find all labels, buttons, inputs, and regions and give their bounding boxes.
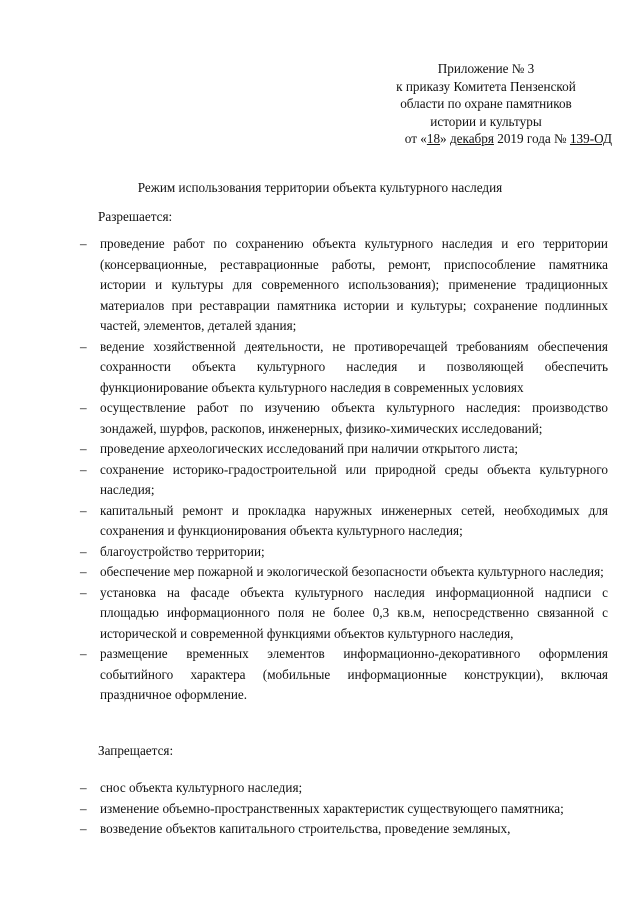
appendix-history-line: истории и культуры <box>430 113 542 129</box>
dash-bullet: – <box>80 584 87 600</box>
appendix-number: Приложение № 3 <box>437 61 535 76</box>
allowed-heading: Разрешается: <box>98 209 173 224</box>
list-item-text: проведение работ по сохранению объекта культурного наследия и его территории (консервационные, реставрационные работы, ремонт, приспособление памятника истории и культуры для современного использования); применение традиционных материалов при реставрации памятника истории и культуры; сохранение подлинных частей, элементов, деталей здания; <box>100 236 608 333</box>
dash-bullet: – <box>80 502 87 518</box>
forbidden-heading: Запрещается: <box>98 743 174 758</box>
list-item-text: установка на фасаде объекта культурного наследия информационной надписи с площадью информационного поля не более 0,3 кв.м, непосредственно связанной с исторической и современной функциями объектов культурного наследия, <box>100 584 608 641</box>
dash-bullet: – <box>80 461 87 477</box>
appendix-committee-line: области по охране памятников <box>400 96 572 111</box>
dash-bullet: – <box>80 400 87 415</box>
list-item <box>0 562 640 583</box>
list-item-text: ведение хозяйственной деятельности, не противоречащей требованиям обеспечения сохранности объекта культурного наследия и позволяющей обеспечить функционирование объекта культурного наследия в современных условиях <box>100 338 608 395</box>
list-item-text: возведение объектов капитального строительства, проведение земляных, <box>100 821 511 836</box>
date-month: декабря <box>449 131 494 146</box>
list-item-text: осуществление работ по изучению объекта культурного наследия: производство зондажей, шурфов, раскопов, инженерных, физико-химических исследований; <box>100 400 608 436</box>
list-item-text: изменение объемно-пространственных характеристик существующего памятника; <box>100 800 564 816</box>
list-item <box>0 819 640 840</box>
list-item <box>0 799 640 820</box>
list-item <box>0 501 640 542</box>
list-item <box>0 644 640 706</box>
dash-bullet: – <box>80 236 87 251</box>
list-item <box>0 398 640 439</box>
list-item <box>0 234 640 337</box>
dash-bullet: – <box>80 821 87 836</box>
list-item <box>0 439 640 460</box>
dash-bullet: – <box>80 646 87 661</box>
dash-bullet: – <box>80 800 87 816</box>
list-item-text: капитальный ремонт и прокладка наружных инженерных сетей, необходимых для сохранения и функционирования объекта культурного наследия; <box>100 502 608 538</box>
order-number: 139-ОД <box>569 131 612 146</box>
list-item-text: размещение временных элементов информационно-декоративного оформления событийного характера (мобильные информационные конструкции), включая праздничное оформление. <box>100 646 608 702</box>
list-item <box>0 778 640 799</box>
date-mid: » <box>440 131 450 146</box>
date-prefix: от « <box>404 131 427 146</box>
allowed-list <box>0 234 640 706</box>
list-item <box>0 583 640 645</box>
appendix-order-line: к приказу Комитета Пензенской <box>396 78 576 94</box>
list-item-text: сохранение историко-градостроительной или природной среды объекта культурного наследия; <box>100 461 608 497</box>
list-item-text: снос объекта культурного наследия; <box>100 780 303 795</box>
dash-bullet: – <box>80 441 87 456</box>
dash-bullet: – <box>80 564 87 579</box>
order-date-line <box>366 130 612 148</box>
appendix-header <box>366 60 612 148</box>
list-item-text: благоустройство территории; <box>100 543 265 559</box>
forbidden-list <box>0 778 640 840</box>
list-item <box>0 337 640 399</box>
dash-bullet: – <box>80 543 87 559</box>
list-item-text: обеспечение мер пожарной и экологической безопасности объекта культурного наследия; <box>100 564 604 579</box>
dash-bullet: – <box>80 780 87 795</box>
date-day: 18 <box>426 131 441 146</box>
dash-bullet: – <box>80 338 87 354</box>
date-year: 2019 года № <box>493 131 570 146</box>
list-item-text: проведение археологических исследований при наличии открытого листа; <box>100 441 519 456</box>
document-title: Режим использования территории объекта культурного наследия <box>137 180 503 195</box>
list-item <box>0 542 640 563</box>
list-item <box>0 460 640 501</box>
